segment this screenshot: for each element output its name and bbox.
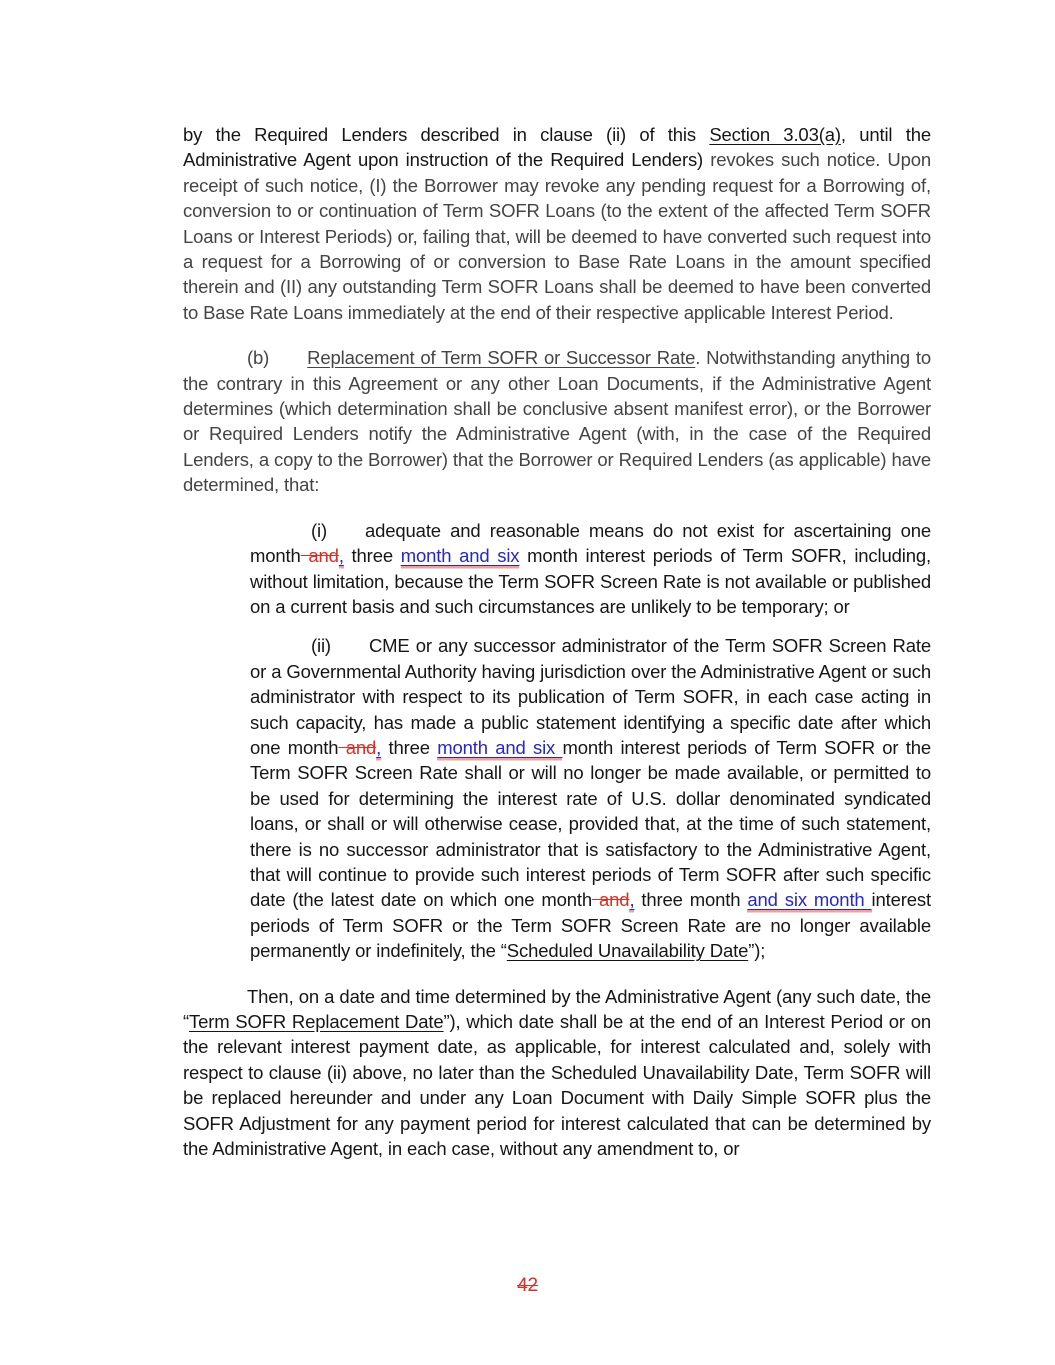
text-run: (i) — [311, 519, 327, 541]
text-run: Term SOFR Replacement Date — [189, 1011, 444, 1032]
text-run: ”); — [748, 940, 766, 962]
text-run: Section 3.03(a) — [709, 124, 841, 145]
inserted-text: and six month — [747, 889, 872, 911]
deleted-text: and — [300, 545, 339, 567]
text-run: (ii) — [311, 635, 331, 657]
inserted-text: , — [338, 545, 344, 567]
deleted-text: and — [338, 736, 377, 758]
text-run: Scheduled Unavailability Date — [506, 940, 749, 962]
text-run: ”), which date shall be at the end of an Interest Period or on the relevant interest payment date, as applicable, for interest calculated and, solely with respect to clause (ii) above, no later than the Scheduled Unavailability Date, Term SOFR will be replaced hereunder and under any Loan Document with Daily Simple SOFR plus the SOFR Adjustment for any payment period for interest calculated that can be determined by the Administrative Agent, in each case, without any amendment to, or — [183, 1011, 931, 1160]
text-run: three month — [634, 889, 748, 911]
paragraph-clause-i — [250, 518, 931, 620]
text-run: three — [381, 736, 438, 758]
text-run: revokes such notice. Upon receipt of such notice, (I) the Borrower may revoke any pending request for a Borrowing of, conversion to or continuation of Term SOFR Loans (to the extent of the affected Term SOFR Loans or Interest Periods) or, failing that, will be deemed to have converted such request into a request for a Borrowing of or conversion to Base Rate Loans in the amount specified therein and (II) any outstanding Term SOFR Loans shall be deemed to have been converted to Base Rate Loans immediately at the end of their respective applicable Interest Period. — [183, 149, 931, 323]
inserted-text: month and six — [400, 545, 520, 567]
text-run: interest periods of Term SOFR or the Term SOFR Screen Rate are no longer available permanently or indefinitely, the “ — [250, 889, 931, 962]
page-footer — [0, 1272, 1055, 1298]
inserted-text: , — [629, 889, 635, 911]
page-number: 42 — [517, 1275, 538, 1296]
text-run: three — [343, 545, 401, 567]
text-run: month interest periods of Term SOFR or the Term SOFR Screen Rate shall or will no longer be made available, or permitted to be used for determining the interest rate of U.S. dollar denominated syndicated loans, or shall or will otherwise cease, provided that, at the time of such statement, there is no successor administrator that is satisfactory to the Administrative Agent, that will continue to provide such interest periods of Term SOFR after such specific date (the latest date on which one month — [250, 736, 932, 911]
document-body — [183, 122, 931, 1181]
paragraph-continuation — [183, 122, 931, 325]
deleted-text: and — [592, 889, 630, 911]
text-run: . Notwithstanding anything to the contrary in this Agreement or any other Loan Documents, if the Administrative Agent determines (which determination shall be conclusive absent manifest error), or the Borrower or Required Lenders notify the Administrative Agent (with, in the case of the Required Lenders, a copy to the Borrower) that the Borrower or Required Lenders (as applicable) have determined, that: — [183, 347, 931, 496]
inserted-text: , — [376, 736, 382, 758]
paragraph-clause-ii — [250, 633, 931, 963]
text-run: by the Required Lenders described in clause (ii) of this — [183, 124, 710, 145]
text-run: , until the Administrative Agent upon instruction of the Required Lenders) — [183, 124, 931, 171]
text-run: (b) — [247, 347, 270, 369]
text-run: Then, on a date and time determined by the Administrative Agent (any such date, the “ — [183, 985, 931, 1032]
inserted-text: month and six — [437, 736, 563, 758]
text-run: month interest periods of Term SOFR, including, without limitation, because the Term SOFR Screen Rate is not available or published on a current basis and such circumstances are unlikely to be temporary; or — [250, 545, 931, 617]
text-run: adequate and reasonable means do not exist for ascertaining one month — [250, 519, 931, 567]
text-run: CME or any successor administrator of the Term SOFR Screen Rate or a Governmental Authority having jurisdiction over the Administrative Agent or such administrator with respect to its publication of Term SOFR, in each case acting in such capacity, has made a public statement identifying a specific date after which one month — [250, 635, 931, 758]
paragraph-then — [183, 984, 931, 1162]
text-run: Replacement of Term SOFR or Successor Rate — [307, 347, 696, 369]
paragraph-section-b — [183, 345, 931, 497]
